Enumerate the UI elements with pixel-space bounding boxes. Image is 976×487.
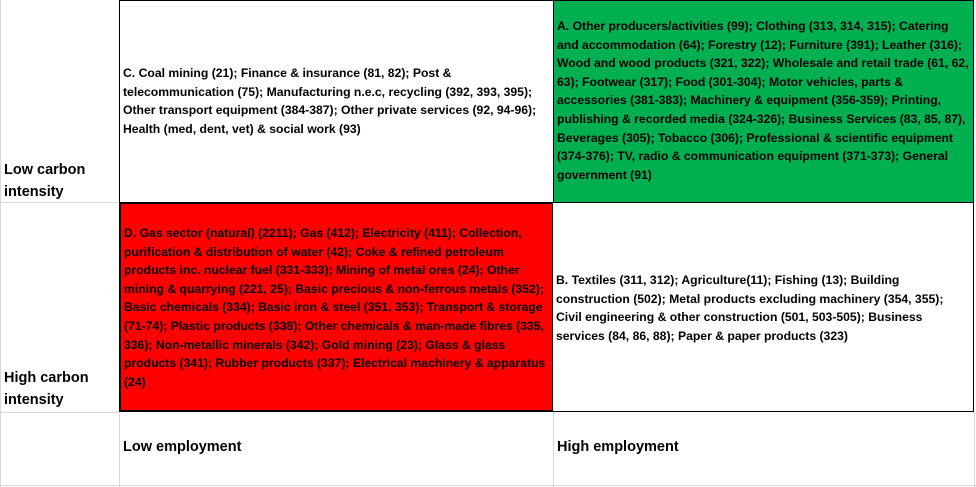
row-label-low-carbon: Low carbon intensity [4,162,86,200]
gridline [0,485,976,486]
row-label-high-carbon: High carbon intensity [4,370,89,408]
column-label-low-employment: Low employment [123,439,242,455]
column-label-high-employment: High employment [557,439,679,455]
gridline [974,412,975,487]
quadrant-c: C. Coal mining (21); Finance & insurance (81, 82); Post & telecommunication (75); Manufacturing n.e.c, recycling (392, 393, 395); Other transport equipment (384-387); Other private services (92, 94-96); Health (med, dent, vet) & social work (93) [119,0,554,203]
quadrant-d: D. Gas sector (natural) (2211); Gas (412); Electricity (411); Collection, purification & distribution of water (42); Coke & refined petroleum products inc. nuclear fuel (331-333); Mining of metal ores (24); Other mining & quarrying (221, 25); Basic precious & non-ferrous metals (352); Basic chemicals (334); Basic iron & steel (351, 353); Transport & storage (71-74); Plastic products (338); Other chemicals & man-made fibres (335, 336); Non-metallic minerals (342); Gold mining (23); Glass & glass products (341); Rubber products (337); Electrical machinery & apparatus (24) [119,202,554,412]
gridline [0,412,119,413]
quadrant-a: A. Other producers/activities (99); Clothing (313, 314, 315); Catering and accommodation (64); Forestry (12); Furniture (391); Leather (316); Wood and wood products (321, 322); Wholesale and retail trade (61, 62, 63); Footwear (317); Food (301-304); Motor vehicles, parts & accessories (381-383); Machinery & equipment (356-359); Printing, publishing & recorded media (324-326); Business Services (83, 85, 87), Beverages (305); Tobacco (306); Professional & scientific equipment (374-376); TV, radio & communication equipment (371-373); General government (91) [553,0,974,203]
gridline [119,412,120,487]
gridline [0,0,1,487]
quadrant-b: B. Textiles (311, 312); Agriculture(11); Fishing (13); Building construction (502); Metal products excluding machinery (354, 355); Civil engineering & other construction (501, 503-505); Business services (84, 86, 88); Paper & paper products (323) [553,202,974,412]
gridline [553,412,554,487]
